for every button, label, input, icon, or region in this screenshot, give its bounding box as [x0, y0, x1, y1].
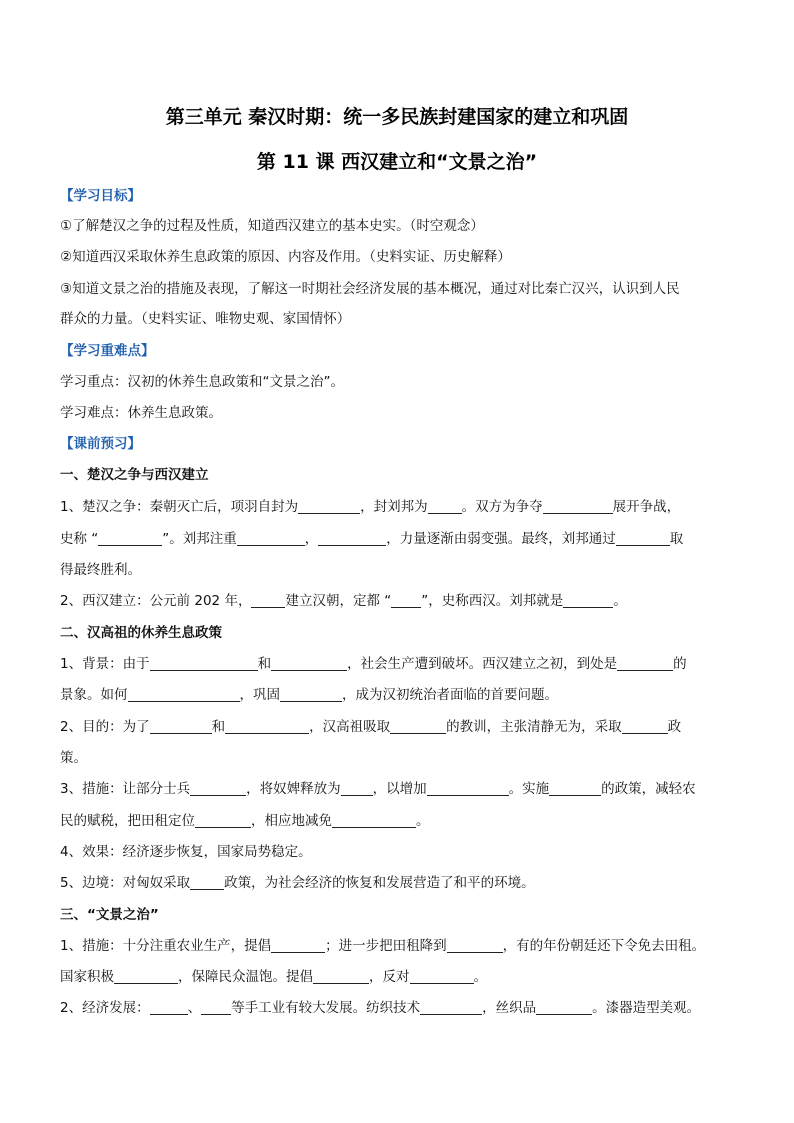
- text: 。漆器造型美观。: [592, 1000, 701, 1016]
- s2-line-3: [60, 717, 740, 737]
- goal-2: ②知道西汉采取休养生息政策的原因、内容及作用。（史料实证、历史解释）: [60, 249, 511, 265]
- fill-blank[interactable]: [549, 781, 601, 796]
- text: 国家积极: [60, 969, 114, 985]
- fill-blank[interactable]: [420, 1000, 482, 1015]
- goal-3a: ③知道文景之治的措施及表现，了解这一时期社会经济发展的基本概况，通过对比秦亡汉兴，认识到人民: [60, 281, 680, 297]
- fill-blank[interactable]: [313, 969, 369, 984]
- s2-line-8: [60, 873, 740, 893]
- text: 政策，为社会经济的恢复和发展营造了和平的环境。: [224, 875, 535, 891]
- preview-header: 【课前预习】: [60, 436, 141, 452]
- key-difficulty: 学习难点：休养生息政策。: [60, 405, 222, 421]
- fill-blank[interactable]: [563, 593, 613, 608]
- text: 的: [673, 656, 687, 672]
- fill-blank[interactable]: [617, 656, 673, 671]
- fill-blank[interactable]: [114, 969, 178, 984]
- goals-header: 【学习目标】: [60, 188, 141, 204]
- text: 展开争战，: [612, 499, 681, 515]
- text: 民的赋税，把田租定位: [60, 813, 195, 829]
- fill-blank[interactable]: [251, 593, 285, 608]
- fill-blank[interactable]: [447, 938, 503, 953]
- fill-blank[interactable]: [536, 1000, 592, 1015]
- s1-line-2: [60, 529, 740, 549]
- s3-line-2: [60, 967, 740, 987]
- text: 、: [187, 1000, 202, 1016]
- text: 政: [667, 719, 682, 735]
- text: ，汉高祖吸取: [309, 719, 391, 735]
- fill-blank[interactable]: [98, 531, 162, 546]
- text: 2、经济发展：: [60, 1000, 150, 1016]
- unit-title: 第三单元 秦汉时期：统一多民族封建国家的建立和巩固: [165, 106, 629, 128]
- keys-header: 【学习重难点】: [60, 343, 155, 359]
- s2-line-1: [60, 654, 740, 674]
- fill-blank[interactable]: [201, 1000, 231, 1015]
- text: 。: [416, 813, 430, 829]
- text: 2、西汉建立：公元前 202 年，: [60, 593, 252, 609]
- text: ，丝织品: [482, 1000, 537, 1016]
- s3-line-3: [60, 998, 740, 1018]
- s1-line-3: 得最终胜利。: [60, 562, 141, 578]
- key-focus: 学习重点：汉初的休养生息政策和“文景之治”。: [60, 374, 344, 390]
- s2-line-4: 策。: [60, 750, 87, 766]
- fill-blank[interactable]: [298, 499, 360, 514]
- fill-blank[interactable]: [128, 687, 240, 702]
- text: ”。刘邦注重: [162, 531, 237, 547]
- fill-blank[interactable]: [410, 969, 474, 984]
- s3-line-1: [60, 936, 740, 956]
- s2-line-5: [60, 779, 740, 799]
- section-2-title: 二、汉高祖的休养生息政策: [60, 625, 222, 641]
- s2-line-6: [60, 811, 740, 831]
- text: 和: [211, 719, 226, 735]
- text: 。实施: [508, 781, 550, 797]
- fill-blank[interactable]: [225, 719, 309, 734]
- fill-blank[interactable]: [271, 938, 325, 953]
- text: 3、措施：让部分士兵: [60, 781, 191, 797]
- text: ”，史称西汉。刘邦就是: [421, 593, 564, 609]
- s1-line-4: [60, 591, 740, 611]
- text: ，: [304, 531, 319, 547]
- s2-line-2: [60, 685, 740, 705]
- fill-blank[interactable]: [190, 875, 224, 890]
- goal-1: ①了解楚汉之争的过程及性质，知道西汉建立的基本史实。（时空观念）: [60, 218, 484, 234]
- text: 的政策，减轻农: [601, 781, 696, 797]
- fill-blank[interactable]: [428, 499, 462, 514]
- text: 5、边境：对匈奴采取: [60, 875, 191, 891]
- fill-blank[interactable]: [391, 593, 421, 608]
- fill-blank[interactable]: [318, 531, 386, 546]
- text: ，社会生产遭到破坏。西汉建立之初，到处是: [347, 656, 618, 672]
- text: ，巩固: [239, 687, 280, 703]
- fill-blank[interactable]: [332, 813, 416, 828]
- text: 建立汉朝，定都 “: [285, 593, 392, 609]
- text: 和: [257, 656, 272, 672]
- text: ，力量逐渐由弱变强。最终，刘邦通过: [386, 531, 616, 547]
- text: 1、背景：由于: [60, 656, 150, 672]
- text: ，反对: [369, 969, 410, 985]
- fill-blank[interactable]: [190, 781, 246, 796]
- fill-blank[interactable]: [150, 1000, 188, 1015]
- text: 。: [473, 969, 487, 985]
- text: 史称 “: [60, 531, 99, 547]
- text: ，有的年份朝廷还下令免去田租。: [502, 938, 706, 954]
- s2-line-7: 4、效果：经济逐步恢复，国家局势稳定。: [60, 844, 312, 860]
- fill-blank[interactable]: [616, 531, 670, 546]
- text: ，封刘邦为: [360, 499, 428, 515]
- fill-blank[interactable]: [150, 719, 212, 734]
- fill-blank[interactable]: [622, 719, 668, 734]
- text: 景象。如何: [60, 687, 128, 703]
- lesson-title: 第 11 课 西汉建立和“文景之治”: [256, 151, 538, 173]
- text: ，成为汉初统治者面临的首要问题。: [342, 687, 558, 703]
- fill-blank[interactable]: [543, 499, 613, 514]
- text: ，相应地减免: [251, 813, 332, 829]
- text: ，以增加: [372, 781, 427, 797]
- text: 。: [613, 593, 627, 609]
- text: 2、目的：为了: [60, 719, 150, 735]
- text: 取: [669, 531, 684, 547]
- fill-blank[interactable]: [237, 531, 305, 546]
- text: ，将奴婢释放为: [246, 781, 341, 797]
- section-3-title: 三、“文景之治”: [60, 907, 159, 923]
- fill-blank[interactable]: [150, 656, 258, 671]
- fill-blank[interactable]: [341, 781, 373, 796]
- text: 的教训，主张清静无为，采取: [446, 719, 622, 735]
- fill-blank[interactable]: [280, 687, 342, 702]
- text: ；进一步把田租降到: [325, 938, 447, 954]
- text: 1、楚汉之争：秦朝灭亡后，项羽自封为: [60, 499, 299, 515]
- fill-blank[interactable]: [427, 781, 509, 796]
- text: 等手工业有较大发展。纺织技术: [231, 1000, 421, 1016]
- text: 。双方为争夺: [461, 499, 543, 515]
- fill-blank[interactable]: [271, 656, 347, 671]
- section-1-title: 一、楚汉之争与西汉建立: [60, 467, 209, 483]
- fill-blank[interactable]: [390, 719, 446, 734]
- text: 1、措施：十分注重农业生产，提倡: [60, 938, 272, 954]
- s1-line-1: [60, 497, 740, 517]
- goal-3b: 群众的力量。（史料实证、唯物史观、家国情怀）: [60, 311, 351, 327]
- fill-blank[interactable]: [195, 813, 251, 828]
- text: ，保障民众温饱。提倡: [178, 969, 313, 985]
